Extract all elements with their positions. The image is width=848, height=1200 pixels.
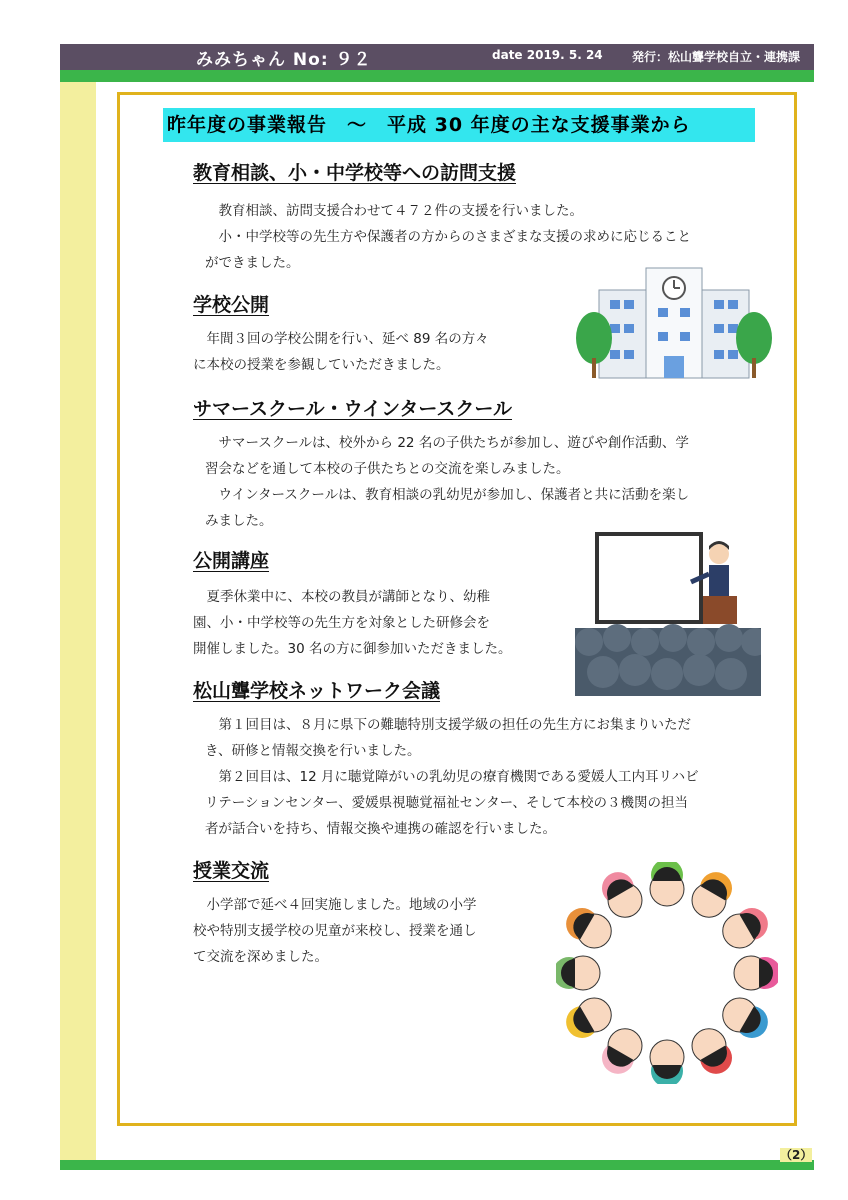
section-heading-class-exchange: 授業交流 <box>193 860 270 882</box>
body-line: ができました。 <box>205 255 300 271</box>
body-line: 年間３回の学校公開を行い、延べ 89 名の方々 <box>193 331 489 347</box>
body-line: 教育相談、訪問支援合わせて４７２件の支援を行いました。 <box>205 203 583 219</box>
page-title-banner <box>163 108 755 142</box>
section-body-class-exchange <box>193 892 477 970</box>
body-line: 第１回目は、８月に県下の難聴特別支援学級の担任の先生方にお集まりいただ <box>205 717 691 733</box>
body-line: 園、小・中学校等の先生方を対象とした研修会を <box>193 615 490 631</box>
section-body-network-meeting <box>205 712 699 842</box>
section-heading-consultation: 教育相談、小・中学校等への訪問支援 <box>193 162 517 184</box>
footer-green-band <box>60 1160 814 1170</box>
page-number: （2） <box>780 1148 813 1162</box>
body-line: ウインタースクールは、教育相談の乳幼児が参加し、保護者と共に活動を楽し <box>205 487 690 503</box>
newsletter-title: みみちゃん No: ９２ <box>196 50 372 70</box>
section-heading-open-school: 学校公開 <box>193 294 270 316</box>
body-line: 小学部で延べ４回実施しました。地域の小学 <box>193 897 477 913</box>
lecture-illustration <box>575 532 761 696</box>
body-line: 校や特別支援学校の児童が来校し、授業を通し <box>193 923 477 939</box>
children-circle-illustration <box>556 862 778 1084</box>
section-heading-network-meeting: 松山聾学校ネットワーク会議 <box>193 680 441 702</box>
school-building-illustration <box>574 266 774 384</box>
left-decorative-strip <box>60 44 96 1168</box>
publisher: 発行：松山聾学校自立・連携課 <box>632 50 801 64</box>
body-line: 夏季休業中に、本校の教員が講師となり、幼稚 <box>193 589 490 605</box>
body-line: て交流を深めました。 <box>193 949 328 965</box>
body-line: 第２回目は、12 月に聴覚障がいの乳幼児の療育機関である愛媛人工内耳リハビ <box>205 769 699 785</box>
section-body-summer-winter-school <box>205 430 689 534</box>
body-line: サマースクールは、校外から 22 名の子供たちが参加し、遊びや創作活動、学 <box>205 435 689 451</box>
body-line: みました。 <box>205 513 273 529</box>
body-line: に本校の授業を参観していただきました。 <box>193 357 450 373</box>
body-line: 者が話合いを持ち、情報交換や連携の確認を行いました。 <box>205 821 556 837</box>
section-heading-summer-winter-school: サマースクール・ウインタースクール <box>193 398 513 420</box>
section-heading-open-lecture: 公開講座 <box>193 550 270 572</box>
section-body-consultation <box>205 198 691 276</box>
section-body-open-school <box>193 326 489 378</box>
page-title: 昨年度の事業報告 ～ 平成 30 年度の主な支援事業から <box>167 114 691 136</box>
issue-date: date 2019. 5. 24 <box>492 48 603 62</box>
body-line: き、研修と情報交換を行いました。 <box>205 743 421 759</box>
section-body-open-lecture <box>193 584 511 662</box>
body-line: 習会などを通して本校の子供たちとの交流を楽しみました。 <box>205 461 570 477</box>
body-line: リテーションセンター、愛媛県視聴覚福祉センター、そして本校の３機関の担当 <box>205 795 689 811</box>
header-green-band <box>60 70 814 82</box>
body-line: 開催しました。30 名の方に御参加いただきました。 <box>193 641 512 657</box>
body-line: 小・中学校等の先生方や保護者の方からのさまざまな支援の求めに応じること <box>205 229 691 245</box>
